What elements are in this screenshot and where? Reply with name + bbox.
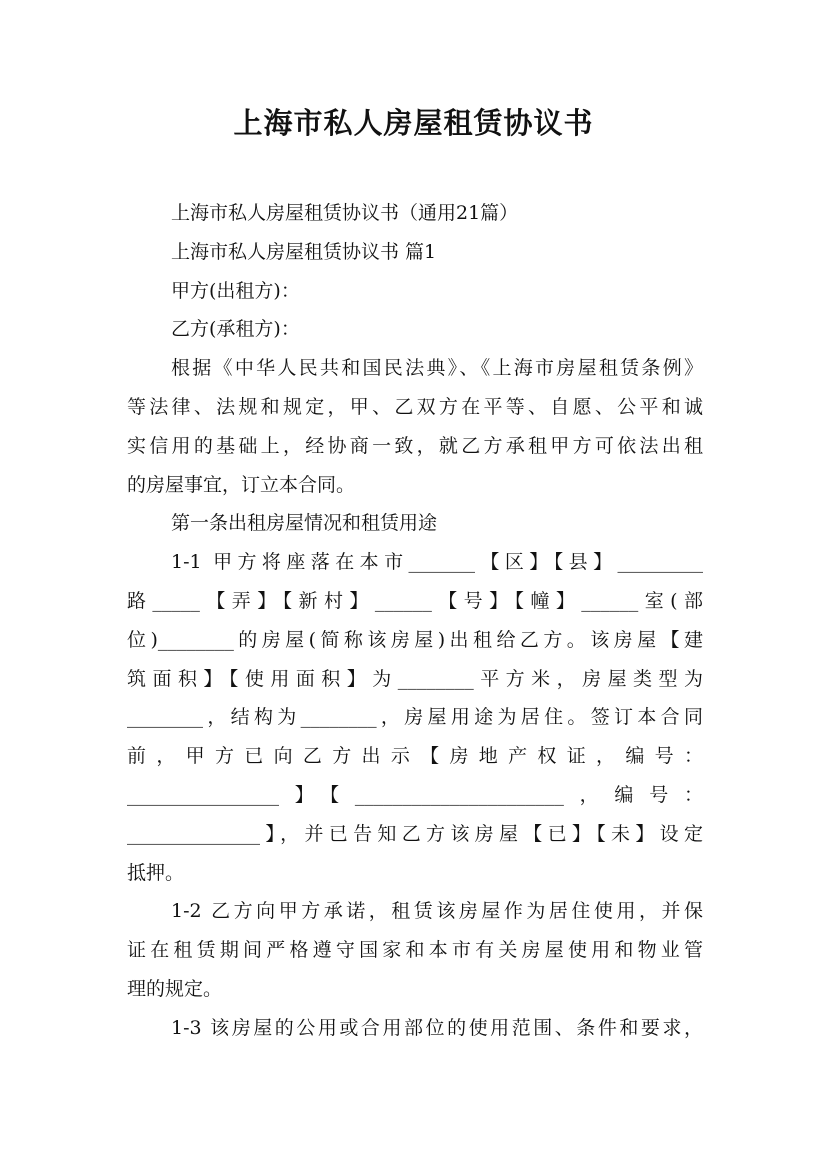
text-line-article-heading: 第一条出租房屋情况和租赁用途 bbox=[171, 512, 438, 535]
text-line: 抵押。 bbox=[127, 861, 185, 884]
text-line: 1-1 甲方将座落在本市_______【区】【县】_________ bbox=[171, 551, 703, 574]
text-line-party-b: 乙方(承租方)： bbox=[171, 318, 300, 341]
text-line: 证在租赁期间严格遵守国家和本市有关房屋使用和物业管 bbox=[127, 939, 703, 962]
text-line-subtitle: 上海市私人房屋租赁协议书（通用21篇） bbox=[171, 202, 519, 224]
text-line: 根据《中华人民共和国民法典》、《上海市房屋租赁条例》 bbox=[171, 357, 703, 380]
text-line: 路_____【弄】【新村】______【号】【幢】______室(部 bbox=[127, 589, 703, 612]
text-line: 实信用的基础上，经协商一致，就乙方承租甲方可依法出租 bbox=[127, 434, 703, 457]
text-line: 位)________的房屋(简称该房屋)出租给乙方。该房屋【建 bbox=[127, 628, 703, 651]
text-line: 理的规定。 bbox=[127, 977, 223, 1000]
document-body bbox=[127, 194, 703, 1048]
text-line: ________，结构为________，房屋用途为居住。签订本合同 bbox=[127, 706, 703, 729]
text-line: 的房屋事宜，订立本合同。 bbox=[127, 473, 356, 496]
text-line: ______________】，并已告知乙方该房屋【已】【未】设定 bbox=[127, 822, 703, 845]
text-line: ________________】【______________________，编号： bbox=[127, 783, 703, 806]
text-line-party-a: 甲方(出租方)： bbox=[171, 279, 300, 302]
text-line: 筑面积】【使用面积】为________平方米，房屋类型为 bbox=[127, 667, 703, 690]
text-line: 1-2 乙方向甲方承诺，租赁该房屋作为居住使用，并保 bbox=[171, 900, 703, 923]
text-line: 等法律、法规和规定，甲、乙双方在平等、自愿、公平和诚 bbox=[127, 395, 703, 418]
text-line-section-heading: 上海市私人房屋租赁协议书 篇1 bbox=[171, 240, 437, 263]
text-line: 1-3 该房屋的公用或合用部位的使用范围、条件和要求， bbox=[171, 1016, 703, 1039]
text-line: 前，甲方已向乙方出示【房地产权证，编号： bbox=[127, 745, 703, 768]
document-title: 上海市私人房屋租赁协议书 bbox=[233, 106, 594, 140]
